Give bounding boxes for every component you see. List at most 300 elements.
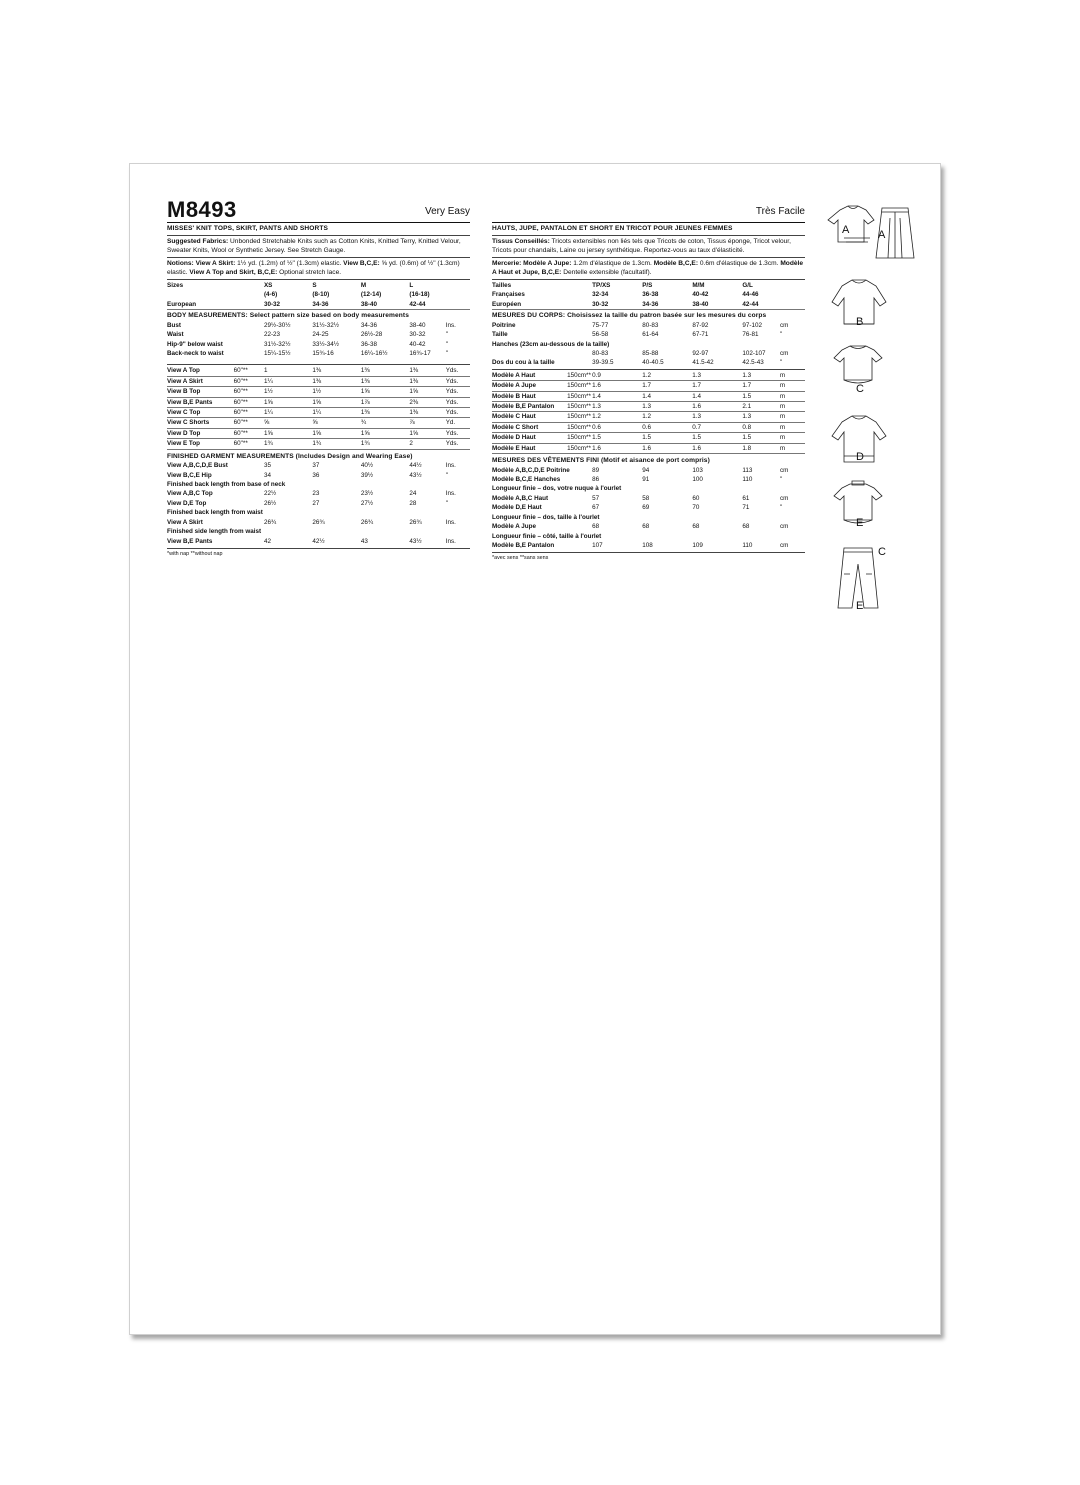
table-cell: View A,B,C,D,E Bust [167,462,228,470]
table-cell: Yds. [446,376,470,386]
table-row [492,371,805,381]
table-cell: 1.6 [592,381,642,391]
table-cell: 107 [592,541,603,549]
table-cell: 16¼-16½ [360,350,388,357]
notions-label: Mercerie: Modèle A Jupe: [492,259,572,267]
table-cell: cm [779,523,789,531]
table-cell: 110 [742,541,753,549]
table-cell: 61 [742,494,750,502]
table-cell: " [445,471,448,479]
table-cell: Ins. [445,321,456,329]
sketch-letter-a: A [878,229,886,241]
divider [167,548,470,549]
table-cell: 0.8 [742,422,780,432]
divider [492,279,805,280]
table-cell: 69 [642,504,650,512]
table-cell: Yds. [446,366,470,376]
size-cell: 30-32 [592,300,642,310]
size-cell: 44-46 [742,291,759,299]
table-cell: 1.3 [692,412,742,422]
table-cell: 1⅝ [409,387,445,397]
table-cell: 26¾ [360,518,374,526]
table-cell: View A Skirt [167,518,203,526]
table-cell: 0.6 [642,422,692,432]
table-cell: View A,B,C Top [167,490,213,498]
fabrics-fr [492,237,805,256]
table-cell: Yds. [446,408,470,418]
table-row [492,513,805,522]
size-row [167,290,470,299]
size-cell: 36-38 [642,291,659,299]
table-cell: 42½ [312,537,325,545]
table-cell: 1.2 [642,412,692,422]
table-cell: 57 [592,494,600,502]
table-cell: 150cm** [567,382,591,390]
notions-label: Modèle A Haut et Jupe, B,C,E: [492,259,804,277]
divider [492,552,805,553]
fabrics-label: Tissus Conseillés: [492,237,550,245]
table-cell: 150cm** [567,371,591,379]
notions-text: 1½ yd. (1.2m) of ½" (1.3cm) elastic. [237,259,342,267]
table-cell: 1⅜ [312,366,360,376]
table-cell: Ins. [445,490,456,498]
table-row [492,433,805,443]
table-cell: 28 [409,499,417,507]
difficulty-fr: Très Facile [755,206,805,217]
title-fr: HAUTS, JUPE, PANTALON ET SHORT EN TRICOT POUR JEUNES FEMMES [492,225,733,232]
table-cell: Longueur finie – dos, votre nuque à l'ourlet [492,485,622,493]
table-cell: 2 [409,439,445,449]
table-cell: Modèle C Short [492,422,567,432]
table-cell: 1.6 [592,443,642,453]
size-cell: 42-44 [742,300,780,310]
table-cell: 42 [263,537,271,545]
table-cell: 1⅜ [312,376,360,386]
table-row [167,480,470,489]
table-cell: 35 [263,462,271,470]
table-cell: 1½ [264,387,312,397]
table-cell: 1⅝ [361,387,409,397]
table-cell: Modèle A Jupe [492,381,567,391]
table-cell: 29½-30½ [263,321,291,329]
table-cell: 36 [312,471,320,479]
table-cell: Longueur finie – côté, taille à l'ourlet [492,532,602,540]
table-cell: 1⅜ [409,376,445,386]
table-cell: ⅞ [409,418,445,428]
table-cell: View A Top [167,366,234,376]
size-row [492,290,805,299]
table-cell: Yds. [446,397,470,407]
size-cell: 34-36 [312,300,360,310]
table-cell: 1.2 [642,371,692,381]
notions-text: Dentelle extensible (facultatif). [563,269,652,277]
table-cell: 60"** [234,418,264,428]
table-row [167,527,470,536]
table-cell: 1⅝ [264,428,312,438]
table-cell: 39-39.5 [592,359,614,367]
table-cell: Ins. [445,537,456,545]
table-cell: " [779,359,783,367]
table-cell: 1¾ [264,439,312,449]
table-cell: 27½ [360,499,374,507]
table-cell: 60"** [234,397,264,407]
fabrics-en [167,237,470,256]
table-cell: View C Top [167,408,234,418]
table-cell: " [445,499,448,507]
table-row [492,532,805,541]
notions-text: Optional stretch lace. [279,269,342,277]
size-cell: 30-32 [264,300,312,310]
sizes-table-en [167,281,470,310]
table-cell: 1¾ [312,439,360,449]
table-cell: Dos du cou à la taille [492,359,555,367]
table-cell: 76-81 [742,331,759,339]
table-cell: cm [779,466,789,474]
table-cell: Taille [492,331,508,339]
table-cell: ⅝ [264,418,312,428]
table-cell [492,349,592,358]
table-row [167,518,470,527]
table-cell: 31½-32½ [312,321,340,329]
table-cell: 150cm** [567,444,591,452]
table-cell: 26½-28 [360,331,383,339]
european-label: Européen [492,300,592,310]
divider [167,235,470,236]
divider [167,279,470,280]
notions-text: 0.6m d'élastique de 1.3cm. [699,259,779,267]
sizes-fr-label: Françaises [492,291,525,299]
table-cell: 31½-32½ [263,340,291,348]
yardage-table-fr [492,371,805,454]
table-cell: 60 [692,494,700,502]
body-title-en: BODY MEASUREMENTS: Select pattern size based on body measurements [167,312,409,320]
table-cell: ⅝ [312,418,360,428]
table-row [492,330,805,339]
table-row [167,461,470,470]
table-cell: 15¼-15½ [263,350,291,357]
table-row [167,330,470,339]
size-cell: (4-6) [263,291,278,299]
notions-fr [492,259,805,278]
table-cell: 1¼ [264,376,312,386]
table-cell: Poitrine [492,321,516,329]
table-cell: 71 [742,504,750,512]
finished-title-fr: MESURES DES VÊTEMENTS FINI (Motif et aisance de port compris) [492,457,710,465]
table-cell: 1.3 [592,402,642,412]
table-cell: 41.5-42 [692,359,714,367]
table-row [492,475,805,484]
table-cell: 15¾-16 [312,350,334,357]
divider [492,257,805,258]
size-row [492,281,805,290]
sketch-letter-e: E [856,517,864,529]
table-cell: Ins. [445,462,456,470]
sketch-view-c-top [834,346,882,383]
table-cell: 60"** [234,439,264,449]
table-row [167,471,470,480]
table-cell: 1.8 [742,443,780,453]
size-row [492,300,805,310]
size-cell: (12-14) [360,291,382,299]
table-cell: 1⅝ [361,428,409,438]
fabrics-label: Suggested Fabrics: [167,237,229,245]
header-en [167,198,470,222]
size-cell: M [360,281,367,289]
table-row [492,402,805,412]
table-cell: 58 [642,494,650,502]
table-row [492,522,805,531]
table-cell: cm [779,321,789,329]
table-cell: m [780,402,805,412]
table-cell: Modèle C Haut [492,412,567,422]
table-cell: View B,E Pants [167,537,213,545]
table-cell: 40-40.5 [642,359,664,367]
table-cell: 60"** [234,387,264,397]
table-cell: 1.5 [742,433,780,443]
table-cell: " [779,331,783,339]
table-cell: 60"** [234,366,264,376]
table-cell: m [780,412,805,422]
table-cell: 89 [592,466,600,474]
table-row [167,418,470,428]
table-cell: 1.6 [642,443,692,453]
table-cell: 23½ [360,490,374,498]
sketch-letter-c: C [856,383,864,395]
table-cell: 1.5 [642,433,692,443]
sizes-table-fr [492,281,805,310]
table-cell: Hip-9" below waist [167,340,223,348]
size-cell: XS [263,281,273,289]
body-title-fr: MESURES DU CORPS: Choisissez la taille du patron basée sur les mesures du corps [492,312,767,320]
table-cell: 26¾ [312,518,325,526]
table-row [492,466,805,475]
table-cell: 100 [692,476,703,484]
table-cell: 26¾ [263,518,277,526]
table-cell: 40½ [360,462,374,470]
footnote-en: *with nap **without nap [167,550,223,557]
pattern-back-sheet [129,163,941,1335]
table-row [492,381,805,391]
table-row [167,366,470,376]
size-cell: 42-44 [409,300,445,310]
notions-en [167,259,470,278]
table-cell: Longueur finie – dos, taille à l'ourlet [492,513,600,521]
table-cell: 1⅜ [361,408,409,418]
table-cell: 103 [692,466,703,474]
body-table-en [167,321,470,359]
table-cell: Modèle D,E Haut [492,504,542,512]
table-cell: Modèle E Haut [492,443,567,453]
size-cell: (16-18) [409,291,430,299]
table-cell: View D Top [167,428,234,438]
yardage-table-en [167,366,470,449]
size-row [167,281,470,290]
table-cell: 61-64 [642,331,659,339]
table-cell: Modèle B,C,E Hanches [492,476,561,484]
table-cell: 86 [592,476,600,484]
table-cell: Waist [167,331,184,339]
table-cell: 24-25 [312,331,329,339]
table-cell: Hanches (23cm au-dessous de la taille) [492,340,610,348]
size-row [167,300,470,310]
table-row [492,412,805,422]
table-cell: m [780,422,805,432]
size-cell: L [409,281,414,289]
table-cell: 22-23 [263,331,281,339]
table-cell: 1½ [312,387,360,397]
size-cell: 38-40 [692,300,742,310]
table-cell: 0.7 [692,422,742,432]
table-row [492,349,805,358]
table-cell: Modèle B Haut [492,391,567,401]
table-cell: 42.5-43 [742,359,764,367]
table-cell: 91 [642,476,650,484]
table-cell: 80-83 [642,321,659,329]
table-cell: 1.7 [642,381,692,391]
table-cell: 2.1 [742,402,780,412]
divider [492,235,805,236]
table-cell: 1.2 [592,412,642,422]
table-row [492,494,805,503]
header-rule [492,222,805,223]
table-row [492,340,805,349]
table-cell: 34-36 [360,321,377,329]
table-cell: 108 [642,541,653,549]
table-cell: 1⅝ [312,428,360,438]
table-row [167,439,470,449]
table-cell: 87-92 [692,321,709,329]
table-cell: " [779,504,783,512]
table-cell: 27 [312,499,320,507]
table-cell: 60"** [234,428,264,438]
table-cell: 109 [692,541,703,549]
table-cell: 60"** [234,408,264,418]
finished-title-en: FINISHED GARMENT MEASUREMENTS (Includes Design and Wearing Ease) [167,452,413,460]
table-cell: 33½-34½ [312,340,340,348]
table-cell: View A Skirt [167,376,234,386]
size-cell: P/S [642,281,653,289]
table-cell: Back-neck to waist [167,350,224,357]
table-cell: 30-32 [409,331,426,339]
table-row [492,358,805,367]
table-cell: 1⅜ [409,408,445,418]
table-cell: 1¼ [312,408,360,418]
table-cell: 92-97 [692,350,709,357]
table-cell: 1.3 [642,402,692,412]
divider [492,369,805,370]
table-cell: 60"** [234,376,264,386]
table-cell: 110 [742,476,753,484]
divider [167,257,470,258]
table-cell: 150cm** [567,423,591,431]
table-cell: 68 [642,523,650,531]
table-cell: Modèle B,E Pantalon [492,402,567,412]
table-row [167,537,470,546]
table-cell: 36-38 [360,340,377,348]
sizes-label: Sizes [167,281,184,289]
table-row [492,321,805,330]
header-rule [167,222,470,223]
table-cell: 1.3 [692,371,742,381]
table-cell: 1.5 [742,391,780,401]
table-cell: 94 [642,466,650,474]
finished-table-fr [492,466,805,551]
table-cell: Yd. [446,418,470,428]
table-cell: " [779,476,783,484]
table-cell: cm [779,541,789,549]
table-cell: 1⅝ [264,397,312,407]
table-cell: 26¾ [409,518,422,526]
size-cell: G/L [742,281,753,289]
table-cell: 68 [692,523,700,531]
table-cell: " [445,340,448,348]
table-cell: Yds. [446,428,470,438]
table-row [167,387,470,397]
table-cell: 113 [742,466,753,474]
size-cell: 32-34 [592,291,609,299]
finished-table-en [167,461,470,546]
size-cell: TP/XS [592,281,611,289]
table-cell: Finished side length from waist [167,528,262,536]
table-cell: 24 [409,490,417,498]
table-cell: View D,E Top [167,499,207,507]
table-cell: 1⅜ [409,366,445,376]
table-cell: 97-102 [742,321,762,329]
sketch-view-e-pants [838,548,878,608]
table-cell: 1⅞ [361,397,409,407]
table-row [167,321,470,330]
size-cell: 38-40 [361,300,409,310]
table-cell: 1.4 [592,391,642,401]
table-cell: 43 [360,537,368,545]
table-cell: Modèle A,B,C Haut [492,494,549,502]
table-row [167,499,470,508]
table-cell: 68 [742,523,750,531]
sketch-letter-c: C [878,546,886,558]
table-row [167,397,470,407]
sketch-letter-b: B [856,316,864,328]
sketch-view-a-top [828,206,874,242]
table-cell: View B Top [167,387,234,397]
table-cell: Ins. [445,518,456,526]
table-cell: 0.9 [592,371,642,381]
table-cell: Modèle D Haut [492,433,567,443]
pattern-code: M8493 [167,197,237,222]
table-cell: 75-77 [592,321,609,329]
table-cell: cm [779,494,789,502]
notions-text: ⅝ yd. (0.6m) of ½" (1.3cm) elastic. [167,259,460,277]
sketch-letter-d: D [856,451,864,463]
table-cell: 39½ [360,471,374,479]
table-cell: 23 [312,490,320,498]
table-cell: 43½ [409,537,422,545]
table-cell: 16¾-17 [409,350,431,357]
table-cell: 1.7 [742,381,780,391]
notions-label: Modèle B,C,E: [653,259,699,267]
title-en: MISSES' KNIT TOPS, SKIRT, PANTS AND SHORTS [167,225,328,232]
table-cell: 68 [592,523,600,531]
french-column [492,164,805,644]
table-cell: 102-107 [742,350,766,357]
table-cell: m [780,443,805,453]
table-row [167,508,470,517]
table-cell: Finished back length from base of neck [167,481,286,489]
table-cell: 34 [263,471,271,479]
table-cell: 1 [264,366,312,376]
table-cell: 1⅝ [409,428,445,438]
table-cell: 150cm** [567,392,591,400]
english-column [167,164,470,644]
